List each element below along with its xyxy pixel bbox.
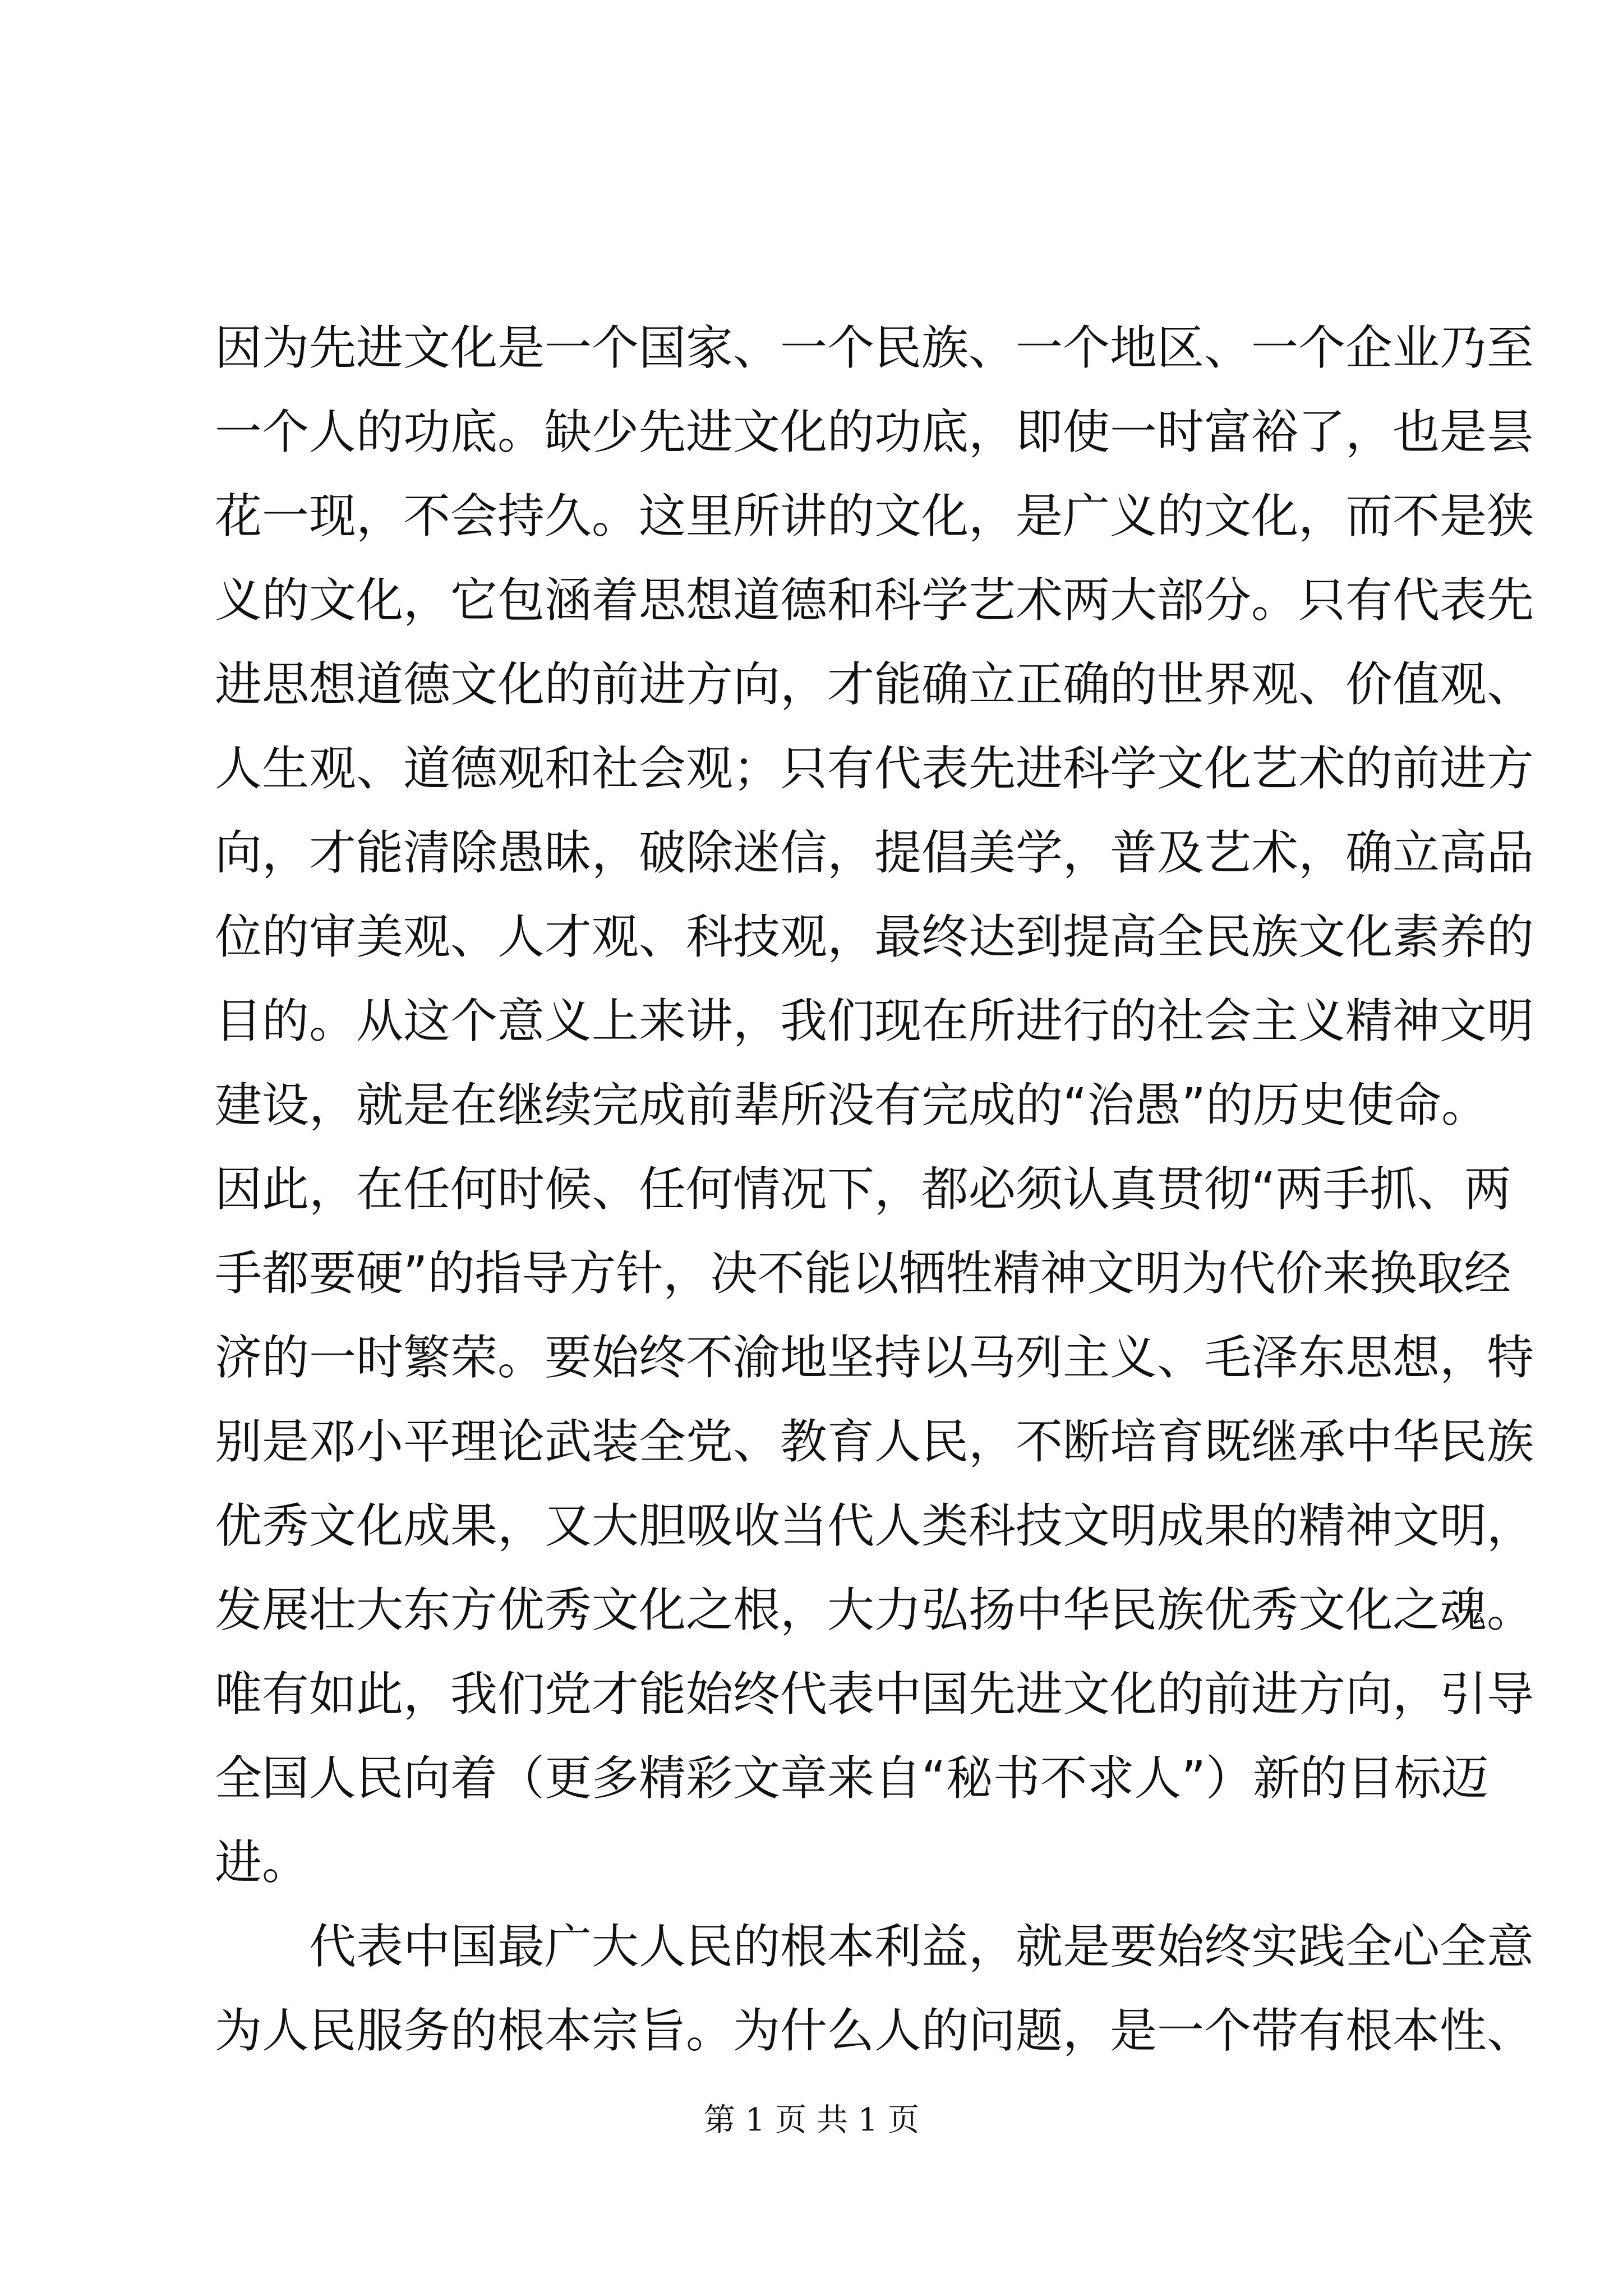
text-line: 向，才能清除愚昧，破除迷信，提倡美学，普及艺术，确立高品 [215, 825, 1534, 880]
text-line: 优秀文化成果，又大胆吸收当代人类科技文明成果的精神文明， [215, 1498, 1534, 1553]
text-line: 因为先进文化是一个国家、一个民族、一个地区、一个企业乃至 [215, 320, 1534, 375]
text-line: 位的审美观、人才观、科技观，最终达到提高全民族文化素养的 [215, 909, 1534, 964]
text-line: 代表中国最广大人民的根本利益，就是要始终实践全心全意 [215, 1919, 1534, 1974]
text-line: 建设，就是在继续完成前辈所没有完成的“治愚”的历史使命。 [215, 1078, 1489, 1133]
text-line: 花一现，不会持久。这里所讲的文化，是广义的文化，而不是狭 [215, 489, 1534, 544]
text-line: 发展壮大东方优秀文化之根，大力弘扬中华民族优秀文化之魂。 [215, 1582, 1534, 1637]
text-line: 目的。从这个意义上来讲，我们现在所进行的社会主义精神文明 [215, 993, 1534, 1048]
text-line: 人生观、道德观和社会观；只有代表先进科学文化艺术的前进方 [215, 741, 1534, 796]
text-line: 进。 [215, 1835, 310, 1890]
text-line: 唯有如此，我们党才能始终代表中国先进文化的前进方向，引导 [215, 1667, 1534, 1722]
text-line: 为人民服务的根本宗旨。为什么人的问题，是一个带有根本性、 [215, 2003, 1534, 2058]
text-line: 手都要硬”的指导方针，决不能以牺牲精神文明为代价来换取经 [215, 1246, 1511, 1301]
text-line: 一个人的功底。缺少先进文化的功底，即使一时富裕了，也是昙 [215, 404, 1534, 459]
text-line: 义的文化，它包涵着思想道德和科学艺术两大部分。只有代表先 [215, 573, 1534, 628]
text-line: 进思想道德文化的前进方向，才能确立正确的世界观、价值观、 [215, 657, 1534, 712]
text-line: 因此，在任何时候、任何情况下，都必须认真贯彻“两手抓、两 [215, 1162, 1511, 1217]
page-footer: 第 1 页 共 1 页 [703, 2102, 920, 2138]
text-line: 济的一时繁荣。要始终不渝地坚持以马列主义、毛泽东思想，特 [215, 1330, 1534, 1385]
text-line: 别是邓小平理论武装全党、教育人民，不断培育既继承中华民族 [215, 1414, 1534, 1469]
text-line: 全国人民向着（更多精彩文章来自“秘书不求人”）新的目标迈 [215, 1751, 1489, 1806]
